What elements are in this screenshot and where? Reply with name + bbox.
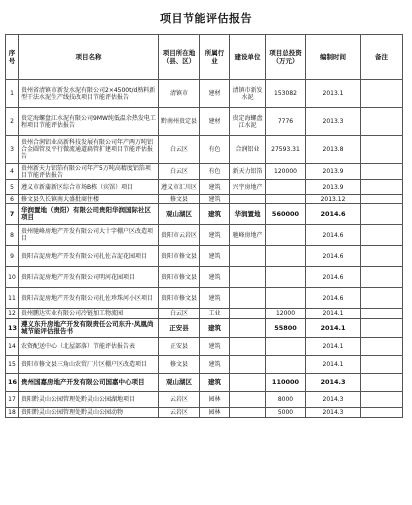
row-note — [361, 246, 403, 267]
row-number: 13 — [6, 319, 19, 338]
table-row — [6, 319, 403, 338]
project-industry: 建筑 — [200, 338, 230, 356]
row-number: 11 — [6, 288, 19, 309]
project-industry: 有色 — [200, 164, 230, 180]
construction-unit — [230, 319, 266, 338]
construction-unit: 华润置地 — [230, 204, 266, 225]
project-industry: 建筑 — [200, 356, 230, 374]
compile-date: 2013.12 — [306, 195, 361, 204]
project-name: 农资配送中心（北屋部落）节能评估报告表 — [19, 338, 159, 356]
project-location: 云岩区 — [159, 408, 200, 418]
row-number: 3 — [6, 136, 19, 164]
total-investment — [266, 195, 306, 204]
project-name: 贵阳黔灵山公园管理处黔灵山公园湖地项目 — [19, 392, 159, 408]
row-number: 7 — [6, 204, 19, 225]
table-row — [6, 80, 403, 108]
header-unit: 建设单位 — [230, 35, 266, 80]
construction-unit: 合润铝业 — [230, 136, 266, 164]
row-note — [361, 267, 403, 288]
project-location: 观山湖区 — [159, 204, 200, 225]
table-row — [6, 164, 403, 180]
row-note — [361, 309, 403, 319]
compile-date: 2013.8 — [306, 136, 361, 164]
project-industry: 有色 — [200, 136, 230, 164]
row-note — [361, 180, 403, 195]
project-location: 贵阳市修文县 — [159, 246, 200, 267]
compile-date: 2013.3 — [306, 108, 361, 136]
table-row — [6, 267, 403, 288]
project-location: 白云区 — [159, 136, 200, 164]
total-investment — [266, 338, 306, 356]
row-note — [361, 392, 403, 408]
project-location: 贵阳市修文县 — [159, 288, 200, 309]
project-name: 贵州新天力铝箔有限公司年产5万吨高精度铝箔项目节能评估报告 — [19, 164, 159, 180]
project-location: 正安县 — [159, 338, 200, 356]
row-number: 9 — [6, 246, 19, 267]
row-note — [361, 408, 403, 418]
project-location: 白云区 — [159, 164, 200, 180]
construction-unit: 驰峰房地产 — [230, 225, 266, 246]
header-industry: 所属行业 — [200, 35, 230, 80]
row-number: 10 — [6, 267, 19, 288]
row-number: 8 — [6, 225, 19, 246]
row-note — [361, 374, 403, 392]
compile-date: 2014.6 — [306, 288, 361, 309]
row-note — [361, 204, 403, 225]
total-investment: 12000 — [266, 309, 306, 319]
row-number: 1 — [6, 80, 19, 108]
compile-date: 2014.6 — [306, 204, 361, 225]
construction-unit — [230, 338, 266, 356]
row-number: 4 — [6, 164, 19, 180]
table-row — [6, 309, 403, 319]
project-location: 云岩区 — [159, 392, 200, 408]
compile-date: 2014.1 — [306, 309, 361, 319]
row-number: 18 — [6, 408, 19, 418]
row-number: 5 — [6, 180, 19, 195]
table-row — [6, 288, 403, 309]
header-location: 项目所在地（县、区） — [159, 35, 200, 80]
row-note — [361, 225, 403, 246]
header-date: 编制时间 — [306, 35, 361, 80]
construction-unit — [230, 356, 266, 374]
table-row — [6, 338, 403, 356]
project-industry: 建筑 — [200, 195, 230, 204]
row-number: 14 — [6, 338, 19, 356]
header-row — [6, 35, 403, 80]
table-row — [6, 225, 403, 246]
row-note — [361, 338, 403, 356]
project-name: 贵州省清镇市新发水泥有限公司2×4500t/d熟料新型干法水泥生产线技改项目节能评估报告 — [19, 80, 159, 108]
row-note — [361, 356, 403, 374]
row-note — [361, 80, 403, 108]
project-name: 贵州国嘉房地产开发有限公司国嘉中心项目 — [19, 374, 159, 392]
construction-unit — [230, 267, 266, 288]
table-row — [6, 408, 403, 418]
total-investment — [266, 356, 306, 374]
project-industry: 建筑 — [200, 246, 230, 267]
project-industry: 建材 — [200, 108, 230, 136]
project-industry: 建筑 — [200, 204, 230, 225]
total-investment: 110000 — [266, 374, 306, 392]
project-location: 贵阳市修文县 — [159, 267, 200, 288]
construction-unit: 兴宇房地产 — [230, 180, 266, 195]
project-industry: 建筑 — [200, 267, 230, 288]
row-number: 16 — [6, 374, 19, 392]
project-name: 贵阳吉浞房地产开发有限公司明河花园项目 — [19, 267, 159, 288]
total-investment — [266, 288, 306, 309]
header-no: 序号 — [6, 35, 19, 80]
project-name: 贵州驰峰房地产开发有限公司大十字棚户区改造项目 — [19, 225, 159, 246]
project-industry: 建筑 — [200, 288, 230, 309]
table-row — [6, 180, 403, 195]
compile-date: 2014.1 — [306, 356, 361, 374]
page-title: 项目节能评估报告 — [160, 12, 252, 25]
row-note — [361, 164, 403, 180]
project-name: 贵阳市修文县三角山农贸厂片区棚户区改造项目 — [19, 356, 159, 374]
table-row — [6, 136, 403, 164]
row-number: 2 — [6, 108, 19, 136]
table-row — [6, 204, 403, 225]
total-investment: 27593.31 — [266, 136, 306, 164]
project-location: 正安县 — [159, 319, 200, 338]
total-investment — [266, 225, 306, 246]
compile-date: 2014.3 — [306, 408, 361, 418]
construction-unit — [230, 374, 266, 392]
compile-date: 2014.3 — [306, 374, 361, 392]
row-note — [361, 136, 403, 164]
project-industry: 建筑 — [200, 319, 230, 338]
project-name: 贵定海螺盘江水泥有限公司9MW纯低温余热发电工程项目节能评估报告 — [19, 108, 159, 136]
project-location: 遵义市汇川区 — [159, 180, 200, 195]
header-investment: 项目总投资（万元） — [266, 35, 306, 80]
total-investment: 7776 — [266, 108, 306, 136]
compile-date: 2014.6 — [306, 246, 361, 267]
compile-date: 2014.1 — [306, 338, 361, 356]
header-note: 备注 — [361, 35, 403, 80]
project-name: 贵阳黔灵山公园管理处黔灵山公园动物 — [19, 408, 159, 418]
compile-date: 2014.3 — [306, 392, 361, 408]
project-name: 华润置地（贵阳）有限公司贵阳华润国际社区项目 — [19, 204, 159, 225]
total-investment — [266, 180, 306, 195]
project-location: 修文县 — [159, 356, 200, 374]
row-number: 17 — [6, 392, 19, 408]
row-number: 15 — [6, 356, 19, 374]
row-note — [361, 108, 403, 136]
compile-date: 2013.9 — [306, 180, 361, 195]
project-industry: 园林 — [200, 392, 230, 408]
project-name: 贵阳吉浞房地产开发有限公司扎佐珍珠河小区项目 — [19, 288, 159, 309]
project-location: 修文县 — [159, 195, 200, 204]
construction-unit — [230, 246, 266, 267]
total-investment: 120000 — [266, 164, 306, 180]
compile-date: 2014.6 — [306, 225, 361, 246]
construction-unit — [230, 392, 266, 408]
table-row — [6, 246, 403, 267]
compile-date: 2014.6 — [306, 267, 361, 288]
total-investment: 8000 — [266, 392, 306, 408]
project-industry: 建筑 — [200, 225, 230, 246]
project-location: 清镇市 — [159, 80, 200, 108]
table-row — [6, 356, 403, 374]
total-investment: 5000 — [266, 408, 306, 418]
project-name: 贵州鹏达实业有限公司冷链加工物流园 — [19, 309, 159, 319]
total-investment: 560000 — [266, 204, 306, 225]
table-row — [6, 392, 403, 408]
row-note — [361, 195, 403, 204]
project-industry: 建筑 — [200, 180, 230, 195]
row-note — [361, 288, 403, 309]
total-investment — [266, 246, 306, 267]
construction-unit — [230, 408, 266, 418]
project-industry: 建筑 — [200, 374, 230, 392]
compile-date: 2013.1 — [306, 80, 361, 108]
project-industry: 工业 — [200, 309, 230, 319]
construction-unit: 贵定海螺盘江水泥 — [230, 108, 266, 136]
row-number: 12 — [6, 309, 19, 319]
project-industry: 园林 — [200, 408, 230, 418]
table-row — [6, 374, 403, 392]
project-location: 贵阳市云岩区 — [159, 225, 200, 246]
total-investment — [266, 267, 306, 288]
project-location: 观山湖区 — [159, 374, 200, 392]
compile-date: 2014.1 — [306, 319, 361, 338]
report-table — [5, 34, 403, 418]
construction-unit — [230, 309, 266, 319]
project-name: 贵阳吉浞房地产开发有限公司扎佐吉浞花园项目 — [19, 246, 159, 267]
project-location: 黔南州贵定县 — [159, 108, 200, 136]
project-location: 白云区 — [159, 309, 200, 319]
project-industry: 建材 — [200, 80, 230, 108]
project-name: 修文县久长镇南大盛批商住楼 — [19, 195, 159, 204]
total-investment: 55800 — [266, 319, 306, 338]
project-name: 遵义东升房地产开发有限责任公司东升·凤凰尚城节能评估报告书 — [19, 319, 159, 338]
project-name: 贵州合润铝业高新科技发展有限公司年产两万吨铝合金圆管及平行微流通道扁管扩建项目节能评估报告 — [19, 136, 159, 164]
total-investment: 153082 — [266, 80, 306, 108]
construction-unit — [230, 288, 266, 309]
construction-unit: 新天力铝箔 — [230, 164, 266, 180]
compile-date: 2013.9 — [306, 164, 361, 180]
table-row — [6, 195, 403, 204]
header-name: 项目名称 — [19, 35, 159, 80]
table-row — [6, 108, 403, 136]
row-note — [361, 319, 403, 338]
construction-unit — [230, 195, 266, 204]
project-name: 遵义市新蒲新区综合市场B栋（宾馆）项目 — [19, 180, 159, 195]
row-number: 6 — [6, 195, 19, 204]
construction-unit: 清镇市新发水泥 — [230, 80, 266, 108]
